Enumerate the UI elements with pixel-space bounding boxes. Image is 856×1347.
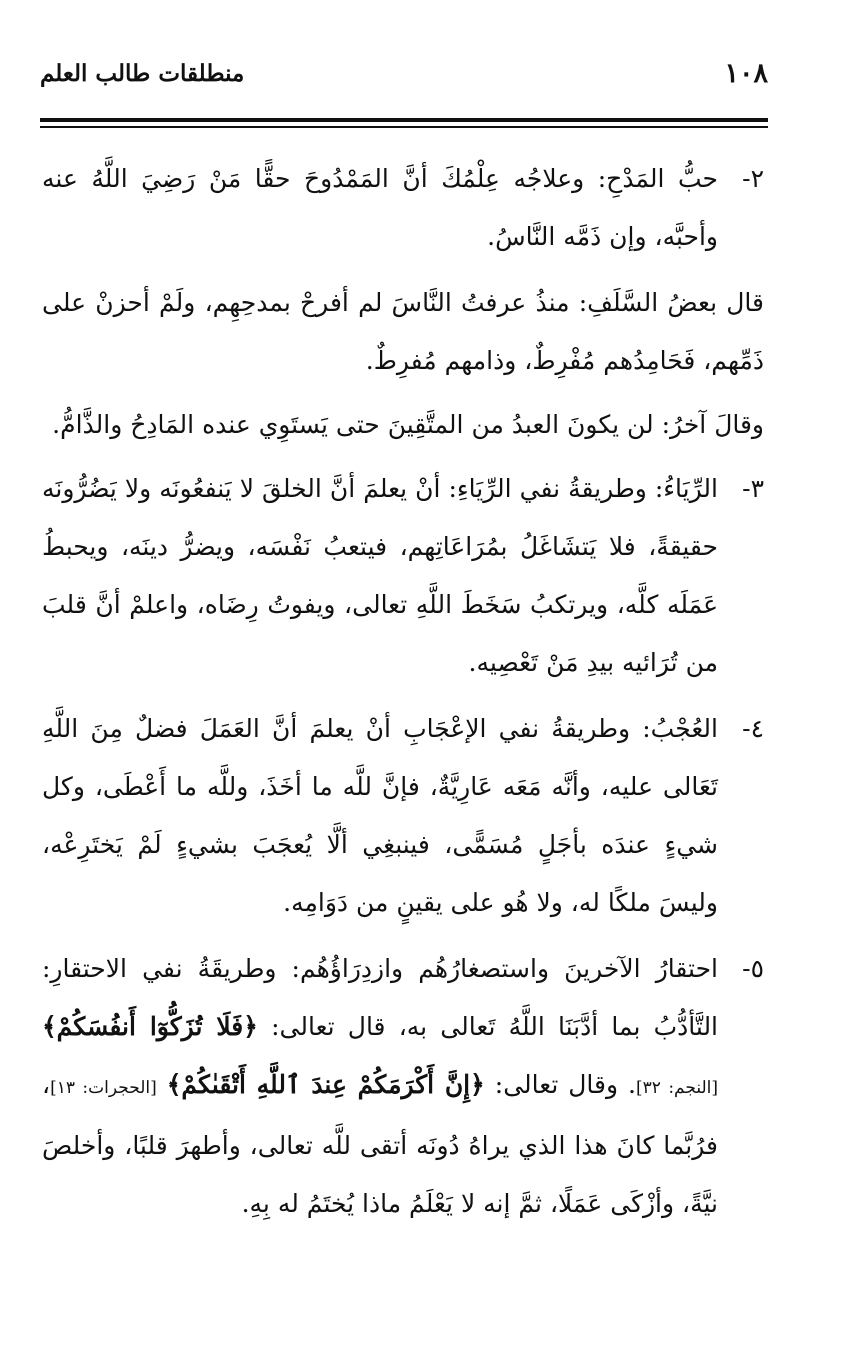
list-item-5 (42, 940, 764, 1233)
page-number: ١٠٨ (724, 58, 768, 89)
list-item-3 (42, 460, 764, 692)
quran-bracket-close: ﴾ (166, 1070, 182, 1099)
quran-bracket-close: ﴾ (42, 1012, 57, 1041)
page-body (42, 150, 764, 1241)
item-text-part: ، فرُبَّما كانَ هذا الذي يراهُ دُونَه أتقى للَّه تعالى، وأطهرَ قلبًا، وأخلصَ نيَّةً، وأزْكَى عَمَلًا، ثمَّ إنه لا يَعْلَمُ ماذا يُختَمُ له بِهِ. (42, 1070, 718, 1218)
item-number: ٣- (742, 474, 764, 503)
header-rule-thick (40, 118, 768, 122)
quran-verse: فَلَا تُزَكُّوٓا أَنفُسَكُمْ (56, 1012, 244, 1041)
verse-citation: [النجم: ٣٢] (635, 1078, 718, 1098)
quran-bracket-open: ﴿ (470, 1070, 485, 1099)
page-header (40, 58, 768, 98)
list-item-4 (42, 700, 764, 932)
item-text-part: احتقارُ الآخرينَ واستصغارُهُم وازدِرَاؤُهُم: وطريقَةُ نفي الاحتقارِ: التَّأدُّبُ بما أدَّبَنَا اللَّهُ تَعالى به، قال تعالى: (42, 954, 719, 1041)
running-title: منطلقات طالب العلم (40, 60, 245, 87)
item-number: ٤- (742, 714, 764, 743)
item-number: ٥- (742, 954, 764, 983)
item-text: العُجْبُ: وطريقةُ نفي الإعْجَابِ أنْ يعلمَ أنَّ العَمَلَ فضلٌ مِنَ اللَّهِ تَعَالى عليه، وأنَّه مَعَه عَارِيَّةٌ، فإنَّ للَّه ما أخَذَ، وللَّه ما أَعْطَى، وكل شيءٍ عندَه بأجَلٍ مُسَمًّى، فينبغِي ألَّا يُعجَبَ بشيءٍ لَمْ يَختَرِعْه، وليسَ ملكًا له، ولا هُو على يقينٍ من دَوَامِه. (42, 714, 718, 917)
verse-citation: [الحجرات: ١٣] (50, 1078, 157, 1098)
item-number: ٢- (742, 164, 764, 193)
quote-paragraph-1: قال بعضُ السَّلَفِ: منذُ عرفتُ النَّاسَ لم أفرحْ بمدحِهِم، ولَمْ أحزنْ على ذَمِّهم، فَحَامِدُهم مُفْرِطٌ، وذامهم مُفرِطٌ. (42, 288, 764, 375)
quote-paragraph-2: وقالَ آخرُ: لن يكونَ العبدُ من المتَّقِينَ حتى يَستَوِي عنده المَادِحُ والذَّامُّ. (52, 410, 764, 439)
item-text-part: . وقال تعالى: (484, 1070, 636, 1099)
list-item-2 (42, 150, 764, 266)
item-text: حبُّ المَدْحِ: وعلاجُه عِلْمُكَ أنَّ المَمْدُوحَ حقًّا مَنْ رَضِيَ اللَّهُ عنه وأحبَّه، وإن ذَمَّه النَّاسُ. (42, 164, 718, 251)
quran-verse: إِنَّ أَكْرَمَكُمْ عِندَ ٱللَّهِ أَتْقَىٰكُمْ (181, 1070, 471, 1099)
header-rule-thin (40, 126, 768, 128)
item-text: الرِّيَاءُ: وطريقةُ نفي الرِّيَاءِ: أنْ يعلمَ أنَّ الخلقَ لا يَنفعُونَه ولا يَضُرُّونَه حقيقةً، فلا يَتشَاغَلُ بمُرَاعَاتِهم، فيتعبُ نَفْسَه، ويضرُّ دينَه، ويحبطُ عَمَلَه كلَّه، ويرتكبُ سَخَطَ اللَّهِ تعالى، ويفوتُ رِضَاه، واعلمْ أنَّ قلبَ من تُرَائيه بيدِ مَنْ تَعْصِيه. (42, 474, 718, 677)
quran-bracket-open: ﴿ (243, 1012, 258, 1041)
